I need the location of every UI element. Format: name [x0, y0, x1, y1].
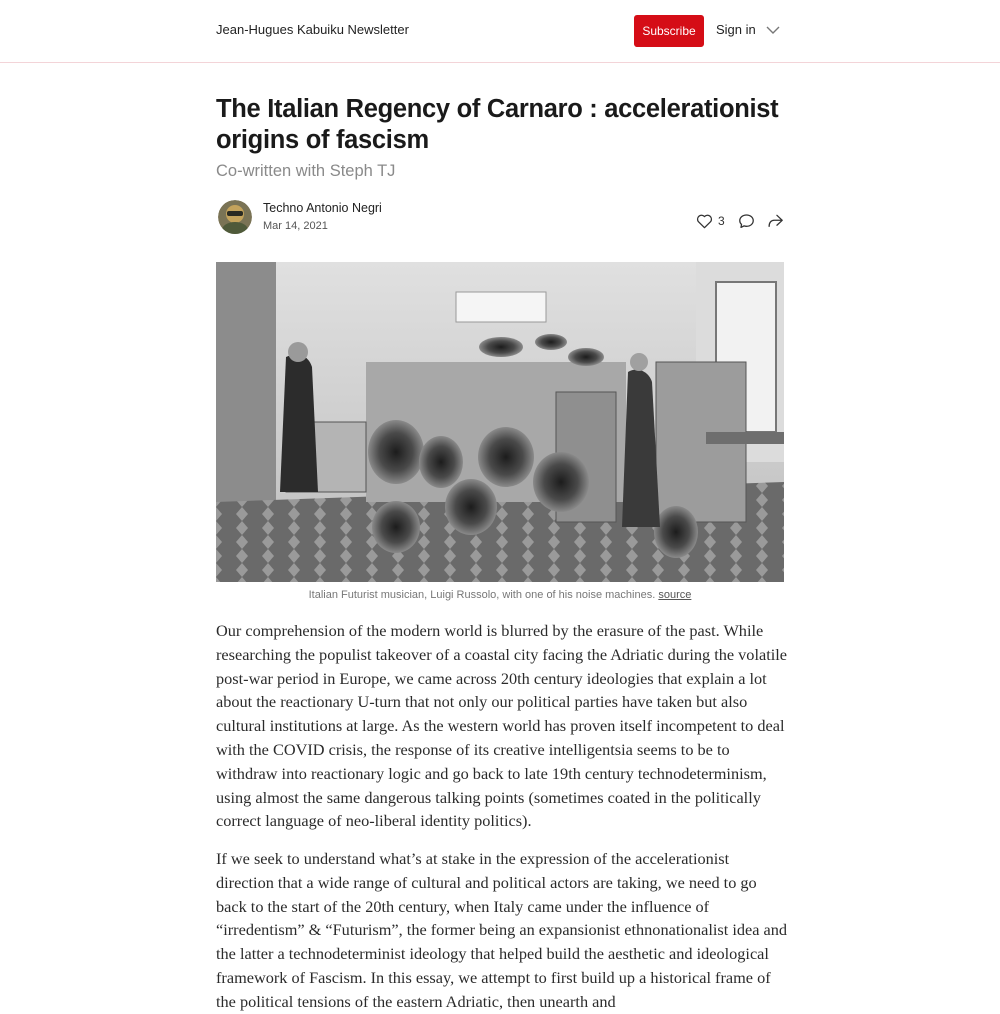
image-caption — [216, 589, 784, 601]
caption-source-link[interactable]: source — [658, 589, 692, 601]
share-icon[interactable] — [767, 213, 784, 229]
signin-link[interactable]: Sign in — [716, 22, 756, 37]
like-button[interactable] — [696, 213, 725, 229]
hero-image — [216, 262, 784, 582]
chevron-down-icon[interactable] — [766, 25, 780, 35]
post-subtitle: Co-written with Steph TJ — [216, 162, 396, 180]
author-name[interactable]: Techno Antonio Negri — [263, 201, 382, 215]
post-date: Mar 14, 2021 — [263, 220, 328, 232]
caption-text: Italian Futurist musician, Luigi Russolo, with one of his noise machines. — [308, 589, 656, 601]
heart-icon — [696, 213, 713, 229]
subscribe-button[interactable]: Subscribe — [634, 15, 704, 47]
avatar[interactable] — [218, 200, 252, 234]
body-paragraph: Our comprehension of the modern world is blurred by the erasure of the past. While researching the populist takeover of a coastal city facing the Adriatic during the volatile post-war period in Europe, we came across 20th century ideologies that explain a lot about the reactionary U-turn that not only our political parties have taken but also cultural institutions at large. As the western world has proven itself incompetent to deal with the COVID crisis, the response of its creative intelligentsia seems to be to withdraw into reactionary logic and go back to late 19th century technodeterminism, using almost the same dangerous talking points (sometimes coated in the politically correct language of neo-liberal identity politics). — [216, 621, 787, 831]
comment-icon[interactable] — [738, 213, 755, 229]
publication-name[interactable]: Jean-Hugues Kabuiku Newsletter — [216, 22, 409, 37]
site-header — [0, 0, 1000, 63]
post-title: The Italian Regency of Carnaro : accelerationist origins of fascism — [216, 95, 779, 154]
like-count: 3 — [718, 214, 725, 228]
body-paragraph: If we seek to understand what’s at stake in the expression of the accelerationist direction that a wide range of cultural and political actors are taking, we need to go back to the start of the 20th century, when Italy came under the influence of “irredentism” & “Futurism”, the former being an expansionist ethnonationalist idea and the latter a technodeterminist ideology that helped build the aesthetic and ideological framework of Fascism. In this essay, we attempt to first build up a historical frame of the political tensions of the eastern Adriatic, then unearth and — [216, 849, 788, 1011]
